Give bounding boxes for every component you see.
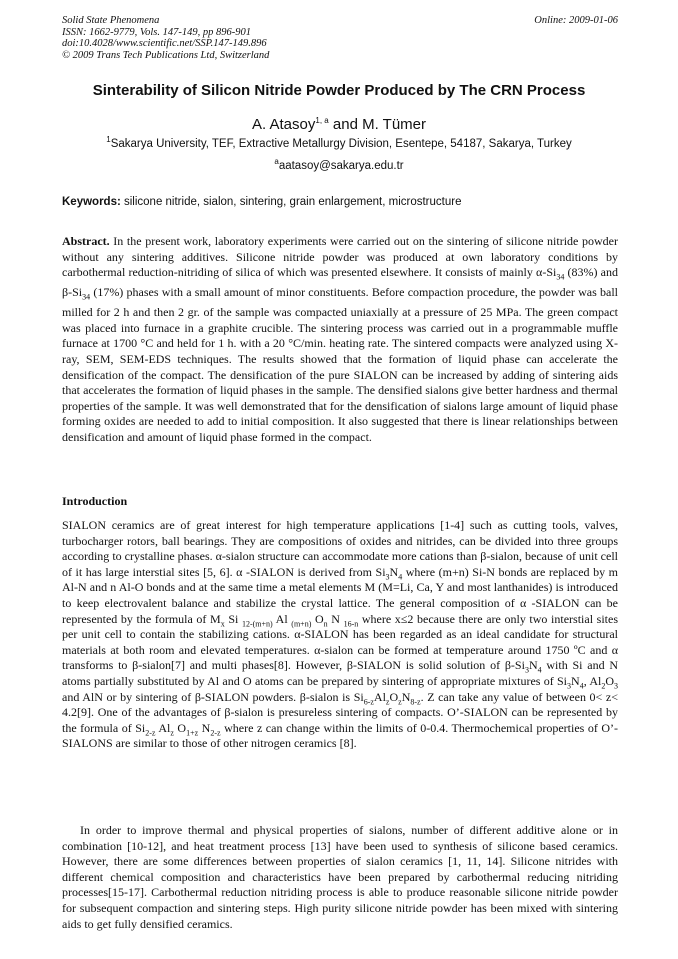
- abstract: [62, 234, 621, 446]
- sub: 3: [567, 681, 572, 691]
- intro-text: N: [401, 689, 411, 704]
- affiliation: [0, 135, 678, 150]
- intro-text: where z can change within the limits of 0-0.4. Thermochemical properties of O’-SIALONS are similar to those of other nitrogen ceramics [8].: [62, 720, 619, 751]
- intro-text: Al: [272, 611, 292, 626]
- introduction-paragraph-2: [62, 823, 618, 932]
- sub: z: [398, 696, 402, 706]
- keywords-text: silicone nitride, sialon, sintering, grain enlargement, microstructure: [120, 196, 462, 208]
- sub: (m+n): [291, 618, 312, 628]
- sub: 2-z: [210, 728, 221, 738]
- sub: 4: [537, 665, 542, 675]
- intro-text: Al: [155, 720, 171, 735]
- intro-text: N: [327, 611, 344, 626]
- abstract-text-3: (17%) phases with a small amount of minor constituents. Before compaction procedure, the powder was ball milled for 2 h and then 2 gr. of the sample was compacted uniaxially at a pressure of 25 MPa. The green compact was placed into furnace in a graphite crucible. The sintering process was carried out in a programmable muffle furnace at 1700 °C and held for 1 h. with a 20 °C/min. heating rate. The sintered compacts were analyzed using X-ray, SEM, SEM-EDS techniques. The results showed that the formation of liquid phase can accelerate the densification of the compact. The densification of the pure SIALON can be increased by adding of sintering aids that accelerates the formation of liquid phases in the sample. The densified sialons give better hardness and thermal properties of the sample. It was well demonstrated that for the densification of sialons large amount of liquid phase forming oxides are needed to add to initial composition. It also suggested that there is linear relationships between densification and amount of liquid phase formed in the compact.: [62, 285, 621, 444]
- intro-text: O: [389, 689, 399, 704]
- author-2: M. Tümer: [362, 116, 426, 133]
- sub: 12-(m+n): [241, 618, 273, 628]
- sub: 6-z: [363, 696, 374, 706]
- intro-text: where (m+n) Si-N bonds are replaced by m Al-N and n Al-O bonds and at the same time a metal elements M (M=Li, Ca, Y and most lanthanides) is introduced to keep electrovalent balance and stabilize the crystal lattice. The general composition of α -SIALON can be represented by the formula of M: [62, 564, 618, 626]
- intro-text: O: [605, 673, 614, 688]
- copyright-line: © 2009 Trans Tech Publications Ltd, Switzerland: [62, 49, 270, 61]
- author-1-sup: 1, a: [315, 116, 329, 125]
- sub: 2: [601, 681, 606, 691]
- issn-line: ISSN: 1662-9779, Vols. 147-149, pp 896-901: [62, 26, 251, 38]
- sub: n: [323, 618, 328, 628]
- sub: 3: [385, 572, 390, 582]
- sub-inline: 4: [86, 292, 91, 302]
- abstract-text-2: (83%) and β-Si: [62, 265, 621, 300]
- abstract-text-1: In the present work, laboratory experiments were carried out on the sintering of silicone nitride powder without any sintering additives. Silicone nitride powder was produced at own laboratory conditions by carbothermal reduction-nitriding of silica of which was presented elsewhere. It consists of mainly α-Si: [62, 234, 621, 280]
- sub: 16-n: [343, 618, 359, 628]
- sub: z: [170, 728, 174, 738]
- abstract-label: Abstract.: [62, 234, 110, 248]
- journal-name: Solid State Phenomena: [62, 15, 160, 26]
- keywords-label: Keywords:: [62, 196, 121, 208]
- journal-header: [62, 15, 618, 61]
- keywords: [62, 196, 618, 208]
- email-address[interactable]: aatasoy@sakarya.edu.tr: [278, 160, 404, 172]
- sub: 3: [614, 681, 618, 691]
- intro-text: and AlN or by sintering of β-SIALON powders. β-sialon is Si: [62, 673, 621, 704]
- sub: 3: [556, 272, 561, 282]
- sub: x: [220, 618, 225, 628]
- author-1: A. Atasoy: [252, 116, 316, 133]
- sub: 4: [579, 681, 584, 691]
- intro-text: Al: [373, 689, 386, 704]
- sub: 4: [398, 572, 403, 582]
- intro-text: with Si and N atoms partially substituted by Al and O atoms can be prepared by sintering of appropriate mixtures of Si: [62, 658, 621, 688]
- affiliation-sup: 1: [106, 135, 111, 145]
- sub: 2-z: [145, 728, 156, 738]
- online-date: Online: 2009-01-06: [534, 15, 618, 26]
- intro-text: where x≤2 because there are only two interstial sites per unit cell to contain the stabilizing cations. α-SIALON has been regarded as an ideal candidate for structural materials at both room and elevated temperatures. α-sialon can be formed at temperature around 1750 ºC and α transforms to β-sialon[7] and multi phases[8]. However, β-SIALON is solid solution of β-Si: [62, 611, 621, 673]
- intro-text: . Z can take any value of between 0< z< 4.2[9]. One of the advantages of β-sialon is presureless sintering of compacts. O’-SIALON can be represented by the formula of Si: [62, 689, 621, 735]
- intro-text: O: [173, 720, 187, 735]
- intro-text-2: In order to improve thermal and physical properties of sialons, number of different additive alone or in combination [10-12], and heat treatment process [13] have been used to synthesis of silicone based ceramics. However, there are some differences between properties of sialon ceramics [1, 11, 14]. Silicone nitrides with different chemical composition and characteristics have been prepared by carbothermal reducing nitriding processes[15-17]. Carbothermal reduction nitriding process is able to produce reasonable silicone nitride powder for subsequent compaction and sintering steps. High purity silicone nitride powder has been mixed with sintering aids to get fully densified ceramics.: [62, 823, 618, 931]
- author-line: [0, 116, 678, 133]
- email-line: [0, 157, 678, 172]
- intro-text: N: [198, 720, 211, 735]
- sub: 8-z: [410, 696, 421, 706]
- author-connector: and: [328, 116, 363, 133]
- sub-inline: 4: [560, 272, 565, 282]
- email-sup: a: [274, 157, 279, 167]
- intro-text: Si: [224, 611, 242, 626]
- doi-line: doi:10.4028/www.scientific.net/SSP.147-149.896: [62, 38, 267, 49]
- introduction-heading: Introduction: [62, 494, 128, 508]
- intro-text: SIALON ceramics are of great interest for high temperature applications [1-4] such as cutting tools, valves, turbocharger rotors, ball bearings. They are compositions of oxides and nitrides, can be divided into three groups according to crystalline phases. α-sialon structure can accommodate more cations than β-sialon, because of unit cell of it has large interstial sites [5, 6]. α -SIALON is derived from Si: [62, 518, 618, 579]
- paper-title: Sinterability of Silicon Nitride Powder Produced by The CRN Process: [92, 82, 586, 99]
- intro-text: O: [311, 611, 324, 626]
- affiliation-text: Sakarya University, TEF, Extractive Metallurgy Division, Esentepe, 54187, Sakarya, Turkey: [110, 138, 572, 150]
- sub: 3: [82, 292, 87, 302]
- sub: 1+z: [186, 728, 199, 738]
- intro-text: , Al: [583, 673, 602, 688]
- sub: 3: [524, 665, 529, 675]
- sub: z: [385, 696, 390, 706]
- introduction-paragraph-1: SIALON ceramics are of great interest for high temperature applications [1-4] such as cutting tools, valves, turbocharger rotors, ball bearings. They are compositions of oxides and nitrides, can be divided into three groups according to crystalline phases. α-sialon structure can accommodate more cations than β-sialon, because of unit cell of it has large interstial sites [5, 6]. α -SIALON is derived from $Si_3N_4$ where (m+n) Si-N bonds are replaced by m Al-N and n Al-O bonds and at the same time a metal elements M (M=Li, Ca, Y and most lanthanides) is introduced to keep electrovalent balance and stabilize the crystal lattice. The general composition of α -SIALON can be represented by the formula of $M_x$ Si $_{12-(m+n)}$ Al $_{(m+n)}$ $O_n$ N $_{16-n}$ where x≤2 because there are only two interstial sites per unit cell to contain the stabilizing cations. α-SIALON has been regarded as an ideal candidate for structural materials at both room and elevated temperatures. α-sialon can be formed at temperature around 1750 ºC and α transforms to β-sialon[7] and multi phases[8]. However, β-SIALON is solid solution of $\beta-Si_3N_4$ with Si and N atoms partially substituted by Al and O atoms can be prepared by sintering of appropriate mixtures of $Si_3N_4$, $Al_2O_3$ and AlN or by sintering of β-SIALON powders. β-sialon is $Si_{6-z}Al_zO_zN_{8-z}$. Z can take any value of between 0< z< 4.2[9]. One of the advantages of β-sialon is presureless sintering of compacts. O’-SIALON can be represented by the formula of $Si_{2-z}$ $Al_z$ $O_{1+z}$ $N_{2-z}$ where z can change within the limits of 0-0.4. Thermochemical properties of O’-SIALONS are similar to those of other nitrogen ceramics [8].: [62, 518, 621, 751]
